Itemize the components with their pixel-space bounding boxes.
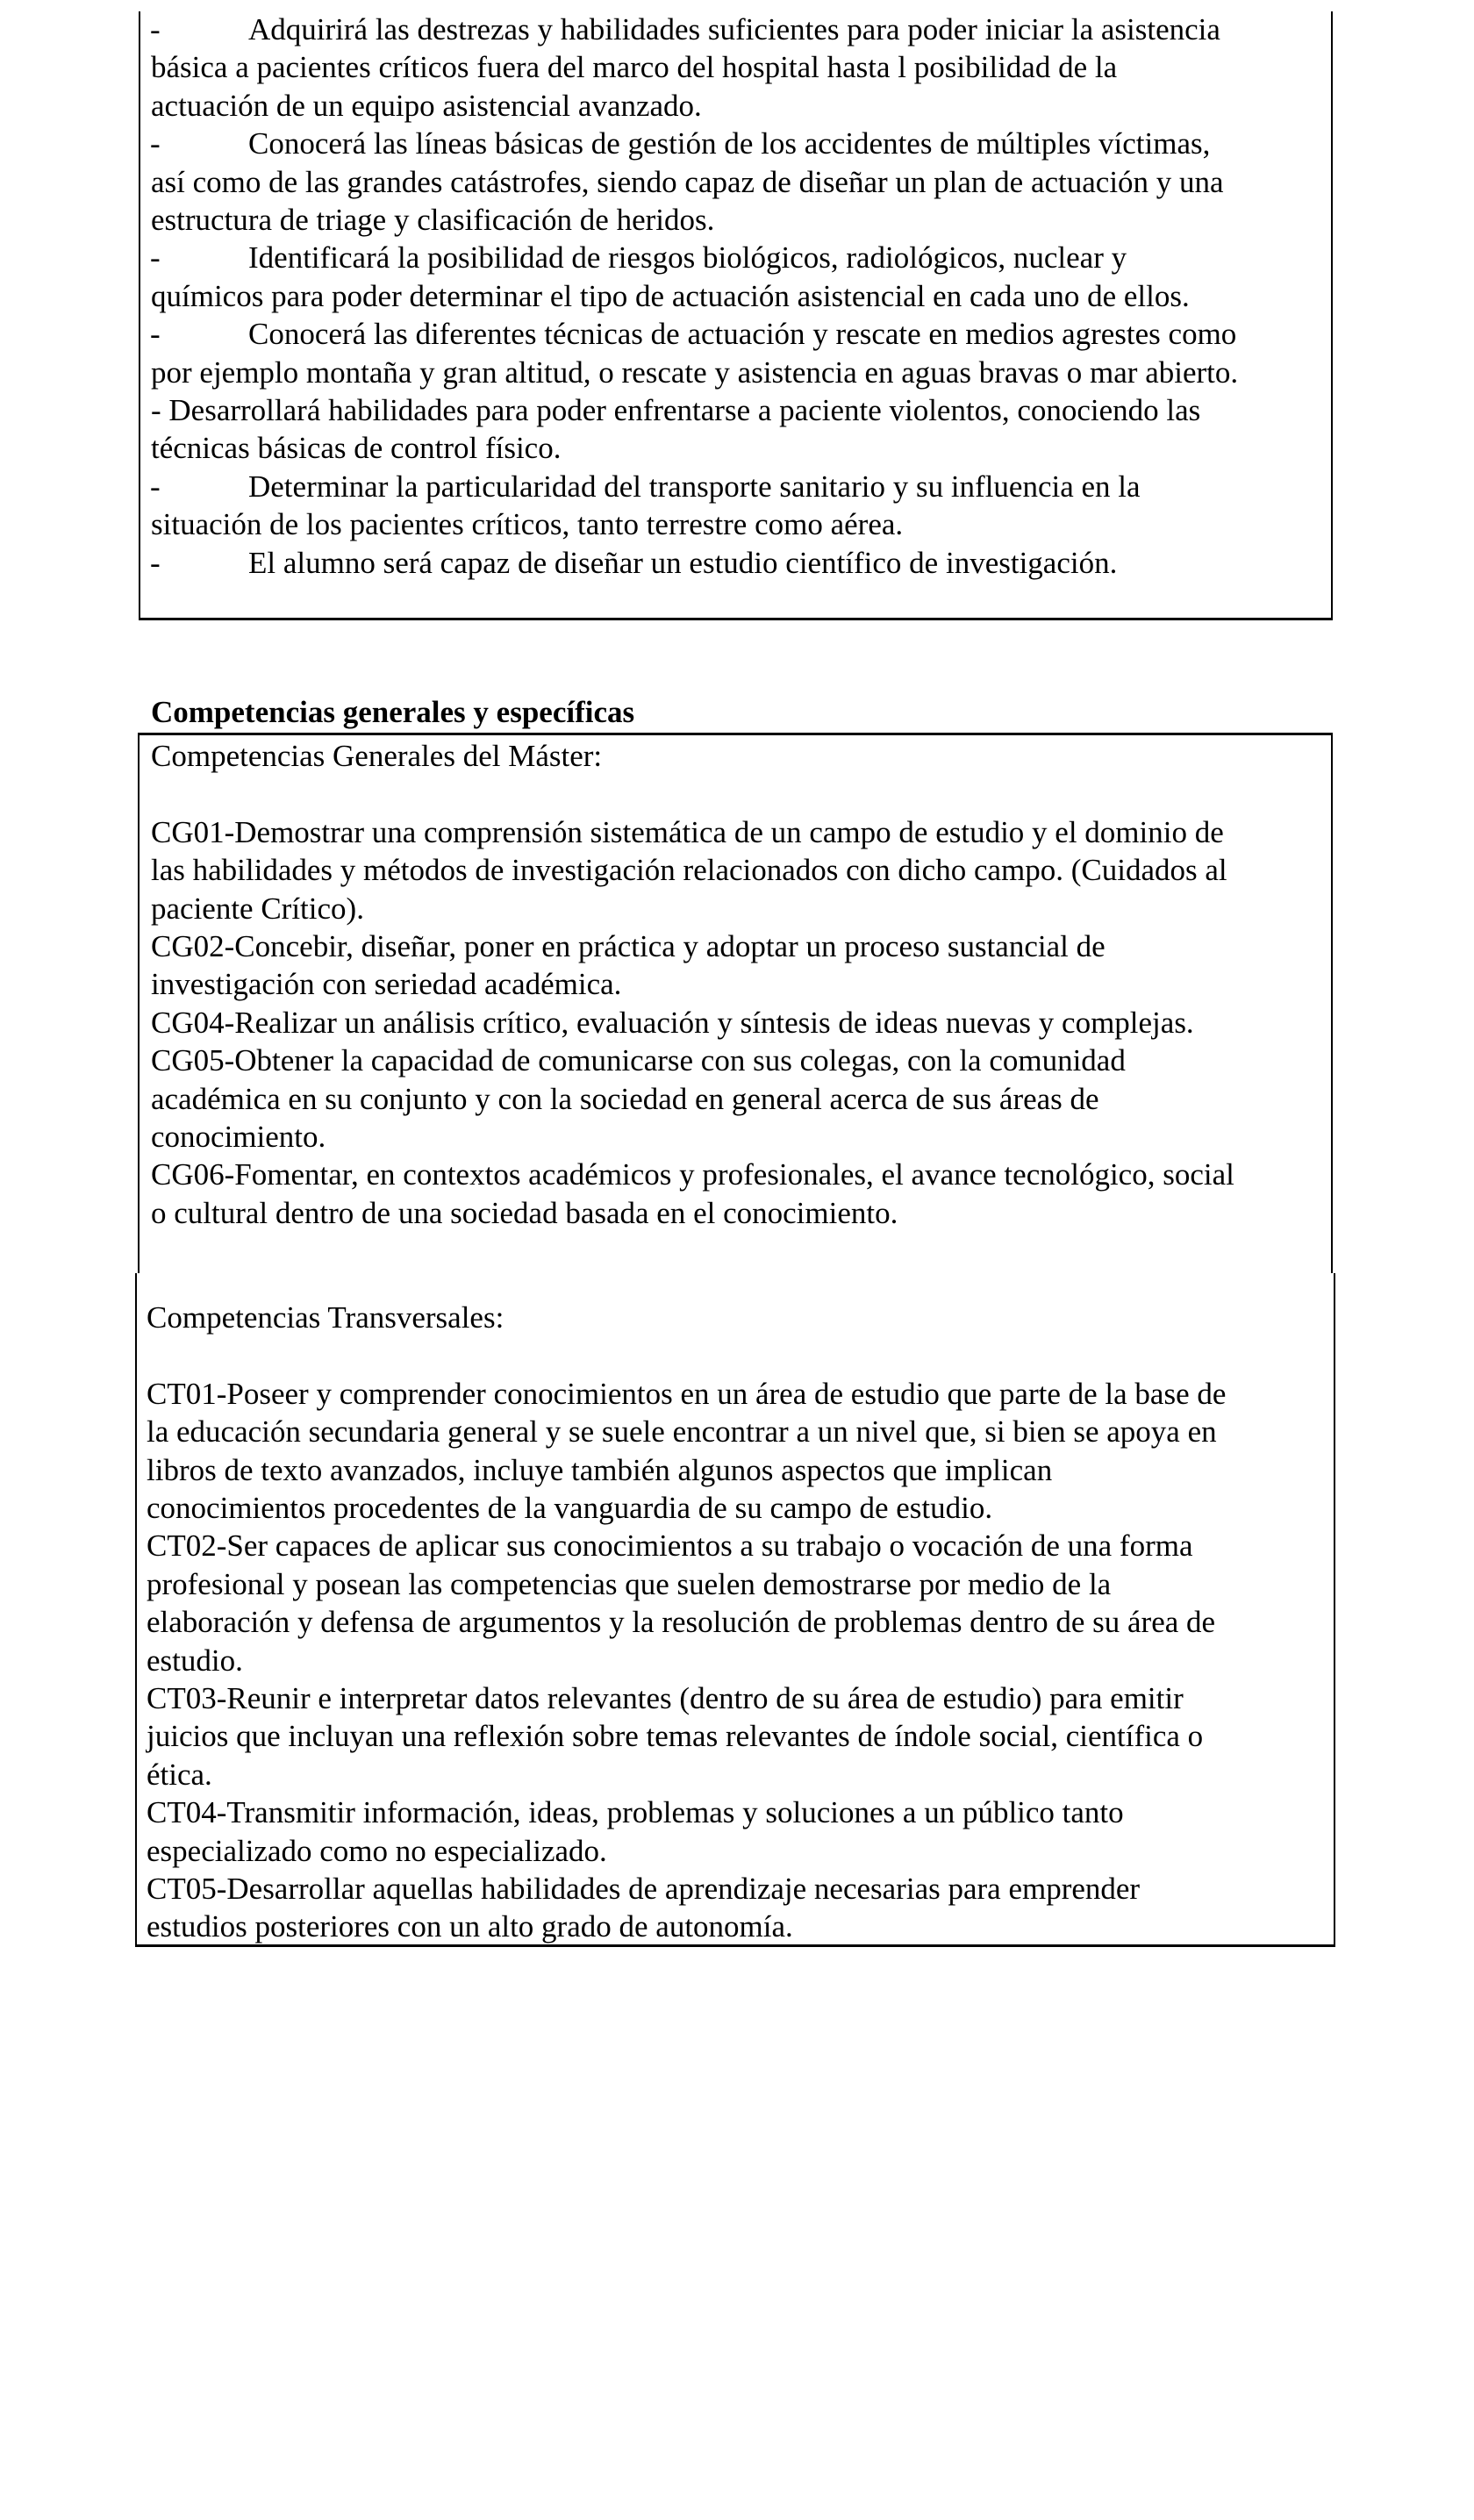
objective-line: Conocerá las líneas básicas de gestión de los accidentes de múltiples víctimas, <box>248 126 1211 161</box>
objective-line: Conocerá las diferentes técnicas de actuación y rescate en medios agrestes como <box>248 317 1237 352</box>
objective-line: técnicas básicas de control físico. <box>151 431 562 466</box>
objective-line: químicos para poder determinar el tipo de actuación asistencial en cada uno de ellos. <box>151 278 1190 313</box>
bullet-dash: - <box>150 240 161 276</box>
objective-line: así como de las grandes catástrofes, siendo capaz de diseñar un plan de actuación y una <box>151 164 1224 199</box>
competencia-line: ética. <box>147 1757 212 1792</box>
competencia-line: conocimiento. <box>151 1120 326 1154</box>
competencia-line: CG05-Obtener la capacidad de comunicarse con sus colegas, con la comunidad <box>151 1043 1126 1078</box>
objective-line: actuación de un equipo asistencial avanzado. <box>151 88 702 123</box>
bullet-dash: - <box>150 126 161 161</box>
competencia-line: académica en su conjunto y con la sociedad en general acerca de sus áreas de <box>151 1081 1099 1116</box>
objective-line: - Desarrollará habilidades para poder enfrentarse a paciente violentos, conociendo las <box>151 393 1201 427</box>
bullet-dash: - <box>150 469 161 504</box>
objective-line: por ejemplo montaña y gran altitud, o rescate y asistencia en aguas bravas o mar abierto. <box>151 354 1239 390</box>
objective-line: estructura de triage y clasificación de heridos. <box>151 203 715 237</box>
competencia-line: profesional y posean las competencias que suelen demostrarse por medio de la <box>147 1566 1112 1601</box>
competencia-line: CG04-Realizar un análisis crítico, evaluación y síntesis de ideas nuevas y complejas. <box>151 1005 1194 1040</box>
objective-line: Identificará la posibilidad de riesgos biológicos, radiológicos, nuclear y <box>248 240 1127 276</box>
competencia-line: paciente Crítico). <box>151 891 364 926</box>
competencia-line: o cultural dentro de una sociedad basada en el conocimiento. <box>151 1195 898 1230</box>
competencia-line: juicios que incluyan una reflexión sobre temas relevantes de índole social, científica o <box>147 1719 1204 1754</box>
competencia-line: CG02-Concebir, diseñar, poner en práctica y adoptar un proceso sustancial de <box>151 929 1106 963</box>
objective-line: El alumno será capaz de diseñar un estudio científico de investigación. <box>248 545 1118 580</box>
bullet-dash: - <box>150 317 161 352</box>
competencia-line: CT02-Ser capaces de aplicar sus conocimientos a su trabajo o vocación de una forma <box>147 1528 1193 1564</box>
competencia-line: CT05-Desarrollar aquellas habilidades de aprendizaje necesarias para emprender <box>147 1872 1141 1906</box>
bullet-dash: - <box>150 545 161 580</box>
competencia-line: conocimientos procedentes de la vanguardia de su campo de estudio. <box>147 1491 993 1525</box>
competencia-line: CT01-Poseer y comprender conocimientos en un área de estudio que parte de la base de <box>147 1376 1227 1411</box>
section-heading-competencias: Competencias generales y específicas <box>151 695 635 729</box>
competencia-line: las habilidades y métodos de investigación relacionados con dicho campo. (Cuidados al <box>151 853 1227 888</box>
objective-line: situación de los pacientes críticos, tanto terrestre como aérea. <box>151 507 904 542</box>
competencia-line: especializado como no especializado. <box>147 1833 607 1868</box>
subsection-title-generales: Competencias Generales del Máster: <box>151 739 603 773</box>
competencia-line: estudios posteriores con un alto grado de autonomía. <box>147 1909 793 1944</box>
objective-line: Adquirirá las destrezas y habilidades suficientes para poder iniciar la asistencia <box>248 12 1220 47</box>
competencia-line: CT03-Reunir e interpretar datos relevantes (dentro de su área de estudio) para emitir <box>147 1681 1184 1715</box>
objective-line: básica a pacientes críticos fuera del marco del hospital hasta l posibilidad de la <box>151 50 1118 85</box>
competencia-line: CG06-Fomentar, en contextos académicos y profesionales, el avance tecnológico, social <box>151 1157 1234 1192</box>
competencia-line: elaboración y defensa de argumentos y la resolución de problemas dentro de su área de <box>147 1605 1216 1640</box>
bullet-dash: - <box>150 12 161 47</box>
competencia-line: estudio. <box>147 1643 243 1678</box>
competencia-line: CG01-Demostrar una comprensión sistemática de un campo de estudio y el dominio de <box>151 814 1224 849</box>
competencia-line: la educación secundaria general y se suele encontrar a un nivel que, si bien se apoya en <box>147 1414 1217 1450</box>
subsection-title-transversales: Competencias Transversales: <box>147 1300 504 1335</box>
competencia-line: libros de texto avanzados, incluye también algunos aspectos que implican <box>147 1452 1053 1487</box>
competencia-line: investigación con seriedad académica. <box>151 967 622 1002</box>
competencia-line: CT04-Transmitir información, ideas, problemas y soluciones a un público tanto <box>147 1795 1124 1830</box>
objective-line: Determinar la particularidad del transporte sanitario y su influencia en la <box>248 469 1141 504</box>
